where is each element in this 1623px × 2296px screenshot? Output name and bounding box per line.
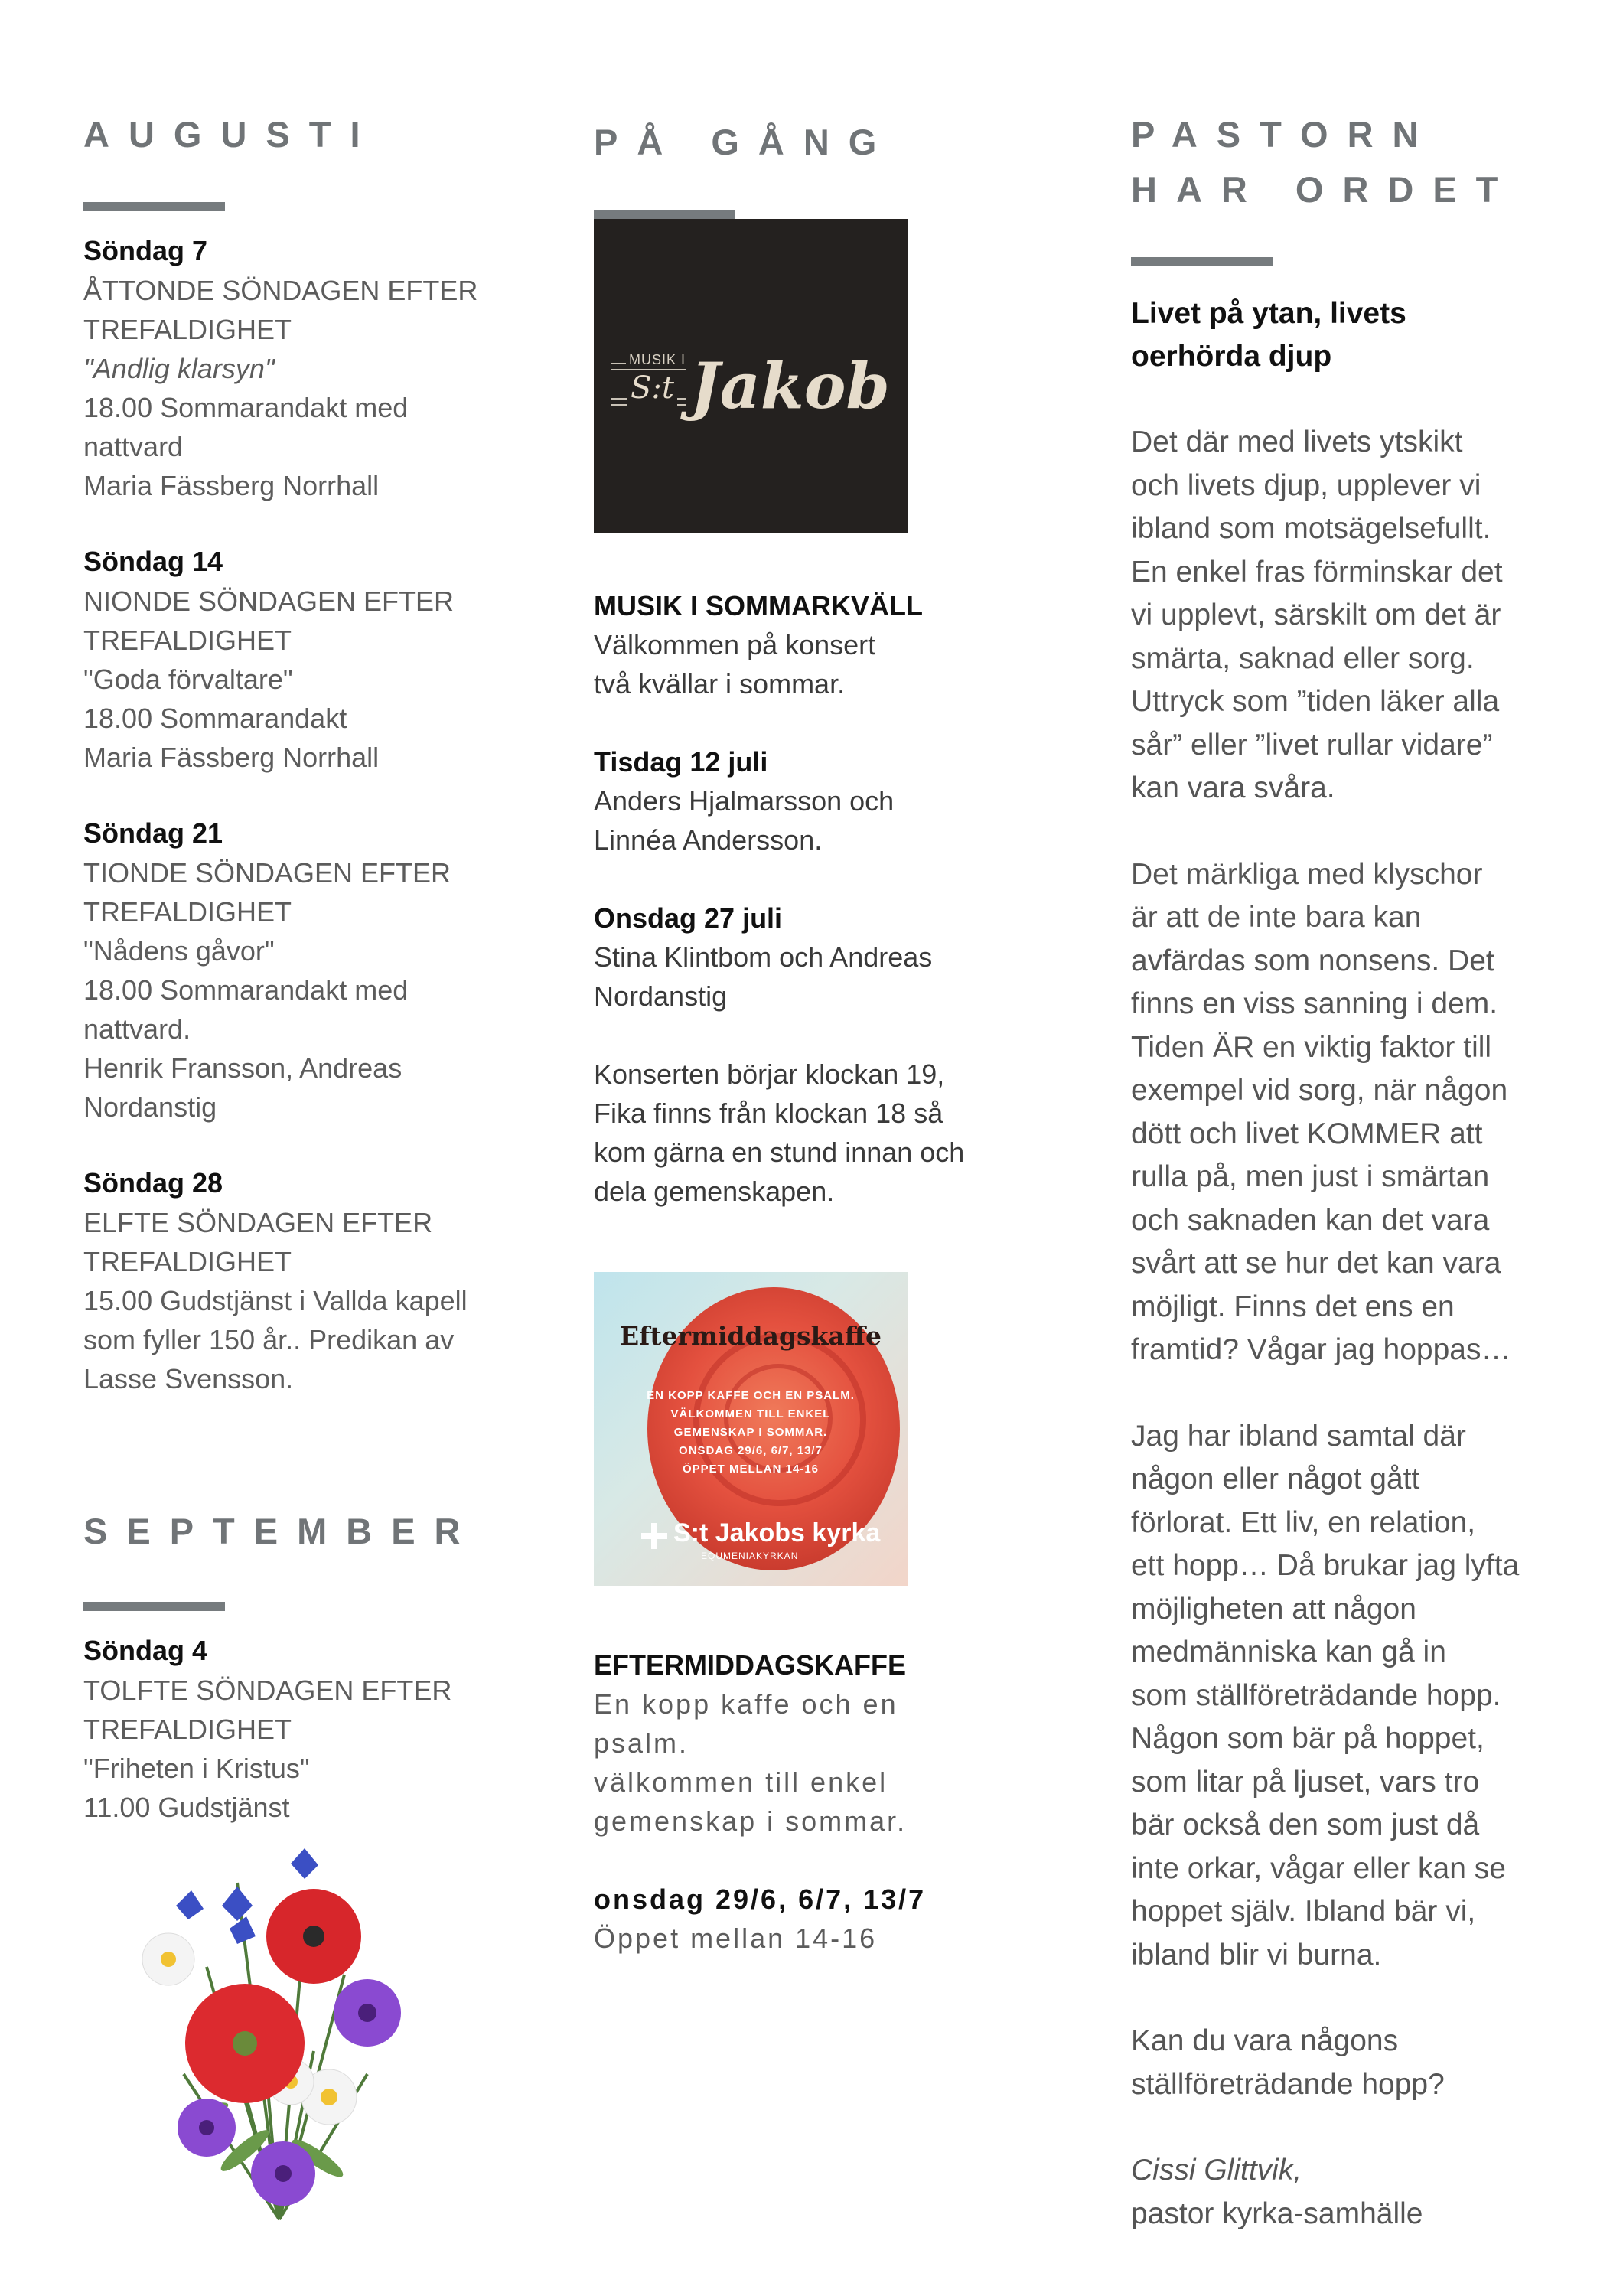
kaffe-line-3: välkommen till enkel bbox=[594, 1766, 888, 1798]
musik-day2-text-1: Stina Klintbom och Andreas bbox=[594, 941, 933, 973]
poster-line-3: GEMENSKAP I SOMMAR. bbox=[673, 1426, 828, 1439]
left-column bbox=[83, 107, 543, 1864]
article-line: ibland som motsägelsefullt. bbox=[1131, 512, 1491, 545]
service-title-line: TREFALDIGHET bbox=[83, 1246, 292, 1277]
middle-column bbox=[594, 115, 1053, 1958]
service-entry bbox=[83, 814, 543, 1127]
service-theme: "Goda förvaltare" bbox=[83, 664, 293, 695]
pa-gang-rule bbox=[594, 210, 735, 219]
service-entry bbox=[83, 542, 543, 777]
article-line: och saknaden kan det vara bbox=[1131, 1203, 1490, 1237]
article-line: dött och livet KOMMER att bbox=[1131, 1117, 1483, 1150]
service-title-line: TREFALDIGHET bbox=[83, 896, 292, 928]
article-line: hoppet själv. Ibland bär vi, bbox=[1131, 1895, 1476, 1928]
service-title-line: TOLFTE SÖNDAGEN EFTER bbox=[83, 1675, 452, 1706]
musik-intro-2: två kvällar i sommar. bbox=[594, 668, 846, 700]
article-paragraph-3 bbox=[1131, 1415, 1590, 1978]
signature: Cissi Glittvik, bbox=[1131, 2154, 1302, 2187]
article-line: Kan du vara någons bbox=[1131, 2024, 1399, 2057]
article-line: avfärdas som nonsens. Det bbox=[1131, 944, 1494, 977]
musik-outro-1: Konserten börjar klockan 19, bbox=[594, 1058, 945, 1090]
musik-outro-4: dela gemenskapen. bbox=[594, 1176, 835, 1207]
article-line: svårt att se hur det kan vara bbox=[1131, 1247, 1501, 1280]
september-list bbox=[83, 1631, 543, 1827]
article-line: någon eller något gått bbox=[1131, 1463, 1420, 1495]
pastorn-rule bbox=[1131, 257, 1273, 266]
service-detail-line: 18.00 Sommarandakt med bbox=[83, 392, 409, 423]
logo-small-text: MUSIK I bbox=[626, 352, 689, 368]
musik-intro-1: Välkommen på konsert bbox=[594, 629, 876, 660]
article-line: förlorat. Ett liv, en relation, bbox=[1131, 1505, 1476, 1539]
article-paragraph-4 bbox=[1131, 2020, 1590, 2106]
article-line: En enkel fras förminskar det bbox=[1131, 555, 1503, 589]
musik-day2-text-2: Nordanstig bbox=[594, 980, 728, 1012]
service-day: Söndag 28 bbox=[83, 1167, 223, 1199]
service-detail-line: nattvard. bbox=[83, 1013, 191, 1045]
article-line: framtid? Vågar jag hoppas… bbox=[1131, 1333, 1511, 1366]
article-line: är att de inte bara kan bbox=[1131, 901, 1422, 934]
musik-day2: Onsdag 27 juli bbox=[594, 902, 783, 934]
poster-body bbox=[594, 1387, 908, 1479]
kaffe-line-2: psalm. bbox=[594, 1727, 689, 1759]
service-detail-line: Lasse Svensson. bbox=[83, 1363, 294, 1394]
augusti-heading: AUGUSTI bbox=[83, 114, 380, 155]
logo-prefix: S:t bbox=[627, 370, 677, 406]
service-title-line: TREFALDIGHET bbox=[83, 625, 292, 656]
musik-day1: Tisdag 12 juli bbox=[594, 746, 768, 778]
service-detail-line: nattvard bbox=[83, 431, 184, 462]
service-entry bbox=[83, 231, 543, 505]
church-cross-icon bbox=[641, 1523, 667, 1549]
kaffe-hours: Öppet mellan 14-16 bbox=[594, 1923, 878, 1954]
service-detail-line: 15.00 Gudstjänst i Vallda kapell bbox=[83, 1285, 468, 1316]
article-line: vi upplevt, särskilt om det är bbox=[1131, 598, 1501, 631]
service-title-line: NIONDE SÖNDAGEN EFTER bbox=[83, 585, 455, 617]
article-line: Tiden ÄR en viktig faktor till bbox=[1131, 1030, 1492, 1064]
article-line: Jag har ibland samtal där bbox=[1131, 1419, 1466, 1453]
service-detail-line: Maria Fässberg Norrhall bbox=[83, 470, 380, 501]
augusti-list bbox=[83, 231, 543, 1398]
september-heading: SEPTEMBER bbox=[83, 1511, 480, 1551]
logo-name: Jakob bbox=[686, 355, 895, 418]
article-line: kan vara svåra. bbox=[1131, 771, 1335, 804]
service-theme: "Friheten i Kristus" bbox=[83, 1753, 310, 1784]
article-lead-1: Livet på ytan, livets bbox=[1131, 297, 1406, 330]
poster-church: S:t Jakobs kyrka bbox=[673, 1518, 881, 1548]
poster-line-2: VÄLKOMMEN TILL ENKEL bbox=[670, 1407, 831, 1420]
pastorn-heading-1: PASTORN bbox=[1131, 114, 1438, 155]
poster-line-4: ONSDAG 29/6, 6/7, 13/7 bbox=[679, 1444, 823, 1457]
article-line: möjligt. Finns det ens en bbox=[1131, 1290, 1455, 1323]
article-line: ett hopp… Då brukar jag lyfta bbox=[1131, 1549, 1520, 1582]
augusti-rule bbox=[83, 202, 225, 211]
service-detail-line: 18.00 Sommarandakt bbox=[83, 703, 347, 734]
flower-bouquet-illustration bbox=[115, 1821, 451, 2235]
service-title-line: TIONDE SÖNDAGEN EFTER bbox=[83, 857, 451, 889]
kaffe-dates: onsdag 29/6, 6/7, 13/7 bbox=[594, 1883, 927, 1915]
pastorn-heading-2: HAR ORDET bbox=[1131, 169, 1517, 210]
musik-outro-3: kom gärna en stund innan och bbox=[594, 1137, 965, 1168]
service-day: Söndag 4 bbox=[83, 1635, 208, 1666]
article-line: bär också den som just då bbox=[1131, 1808, 1480, 1841]
poster-denomination: EQUMENIAKYRKAN bbox=[701, 1551, 799, 1561]
article-line: medmänniska kan gå in bbox=[1131, 1636, 1446, 1668]
service-detail-line: Henrik Fransson, Andreas bbox=[83, 1052, 402, 1084]
article-paragraph-1 bbox=[1131, 421, 1590, 810]
article-line: Någon som bär på hoppet, bbox=[1131, 1722, 1484, 1755]
service-theme: "Nådens gåvor" bbox=[83, 935, 275, 967]
article-line: ibland blir vi burna. bbox=[1131, 1938, 1382, 1971]
service-entry bbox=[83, 1631, 543, 1827]
service-detail-line: 11.00 Gudstjänst bbox=[83, 1792, 290, 1823]
service-title-line: TREFALDIGHET bbox=[83, 1714, 292, 1745]
musik-outro-2: Fika finns från klockan 18 så bbox=[594, 1097, 943, 1129]
service-title-line: ELFTE SÖNDAGEN EFTER bbox=[83, 1207, 433, 1238]
service-day: Söndag 14 bbox=[83, 546, 223, 577]
article-line: sår” eller ”livet rullar vidare” bbox=[1131, 728, 1493, 762]
article-line: och livets djup, upplever vi bbox=[1131, 468, 1481, 502]
service-title-line: ÅTTONDE SÖNDAGEN EFTER bbox=[83, 275, 478, 306]
article-line: inte orkar, vågar eller kan se bbox=[1131, 1851, 1506, 1885]
service-entry bbox=[83, 1163, 543, 1398]
article-line: som ställföreträdande hopp. bbox=[1131, 1678, 1501, 1712]
article-line: finns en viss sanning i dem. bbox=[1131, 987, 1498, 1020]
service-title-line: TREFALDIGHET bbox=[83, 314, 292, 345]
service-day: Söndag 7 bbox=[83, 235, 208, 266]
poster-title: Eftermiddagskaffe bbox=[620, 1321, 882, 1351]
article-line: exempel vid sorg, när någon bbox=[1131, 1074, 1508, 1107]
september-rule bbox=[83, 1602, 225, 1611]
article-line: ställföreträdande hopp? bbox=[1131, 2067, 1445, 2101]
signature-role: pastor kyrka-samhälle bbox=[1131, 2197, 1423, 2230]
service-detail-line: Nordanstig bbox=[83, 1091, 217, 1123]
article-line: Det där med livets ytskikt bbox=[1131, 426, 1463, 458]
article-line: som litar på ljuset, vars tro bbox=[1131, 1765, 1480, 1799]
musik-logo bbox=[594, 219, 908, 533]
musik-title: MUSIK I SOMMARKVÄLL bbox=[594, 590, 923, 621]
article-paragraph-2 bbox=[1131, 853, 1590, 1372]
article-line: Uttryck som ”tiden läker alla bbox=[1131, 685, 1500, 718]
pa-gang-heading: PÅ GÅNG bbox=[594, 122, 896, 162]
article-line: smärta, saknad eller sorg. bbox=[1131, 641, 1475, 675]
kaffe-title: EFTERMIDDAGSKAFFE bbox=[594, 1649, 906, 1681]
article-line: Det märkliga med klyschor bbox=[1131, 857, 1483, 891]
poster-line-1: EN KOPP KAFFE OCH EN PSALM. bbox=[647, 1389, 855, 1402]
service-theme: "Andlig klarsyn" bbox=[83, 353, 275, 384]
kaffe-line-4: gemenskap i sommar. bbox=[594, 1805, 908, 1837]
service-day: Söndag 21 bbox=[83, 817, 223, 849]
article-line: rulla på, men just i smärtan bbox=[1131, 1160, 1490, 1193]
article-lead-2: oerhörda djup bbox=[1131, 340, 1332, 373]
service-detail-line: 18.00 Sommarandakt med bbox=[83, 974, 409, 1006]
musik-day1-text-2: Linnéa Andersson. bbox=[594, 824, 823, 856]
service-detail-line: som fyller 150 år.. Predikan av bbox=[83, 1324, 455, 1355]
service-detail-line: Maria Fässberg Norrhall bbox=[83, 742, 380, 773]
right-column bbox=[1131, 107, 1590, 2236]
musik-day1-text-1: Anders Hjalmarsson och bbox=[594, 785, 895, 817]
kaffe-line-1: En kopp kaffe och en bbox=[594, 1688, 898, 1720]
article-line: möjligheten att någon bbox=[1131, 1592, 1416, 1626]
kaffe-poster bbox=[594, 1272, 908, 1586]
poster-line-5: ÖPPET MELLAN 14-16 bbox=[682, 1463, 820, 1476]
